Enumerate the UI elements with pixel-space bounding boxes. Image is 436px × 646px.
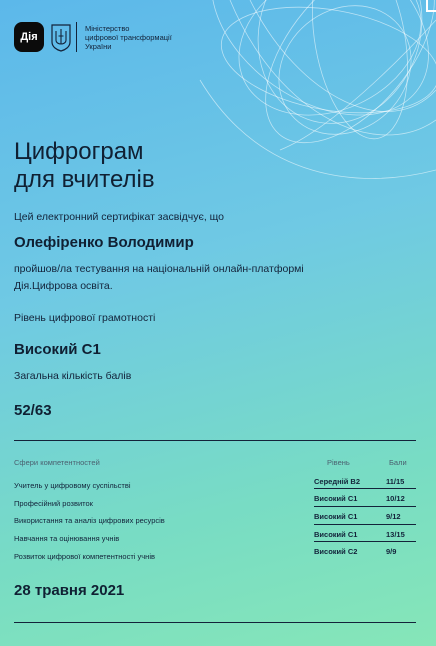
row-level: Високий С1 — [314, 512, 358, 521]
total-score: 52/63 — [14, 402, 52, 419]
literacy-level: Високий С1 — [14, 341, 101, 358]
header — [14, 22, 225, 52]
dia-logo-icon — [14, 22, 44, 52]
person-name: Олефіренко Володимир — [14, 234, 194, 251]
passed-text-line-1: пройшов/ла тестування на національній онлайн-платформі — [14, 263, 304, 275]
row-divider — [314, 541, 416, 542]
row-score: 11/15 — [386, 477, 405, 486]
row-sphere: Навчання та оцінювання учнів — [14, 534, 120, 543]
row-divider — [314, 488, 416, 489]
issue-date: 28 травня 2021 — [14, 582, 125, 599]
header-level: Рівень — [327, 458, 350, 467]
passed-text-line-2: Дія.Цифрова освіта. — [14, 280, 113, 292]
row-divider — [314, 506, 416, 507]
ministry-line-2: цифрової трансформації — [85, 32, 172, 42]
row-level: Високий С1 — [314, 530, 358, 539]
title-line-2: для вчителів — [14, 166, 155, 193]
corner-mark — [426, 0, 436, 12]
certifies-text: Цей електронний сертифікат засвідчує, що — [14, 211, 225, 223]
logo-text: Дія — [20, 31, 38, 43]
row-level: Високий С2 — [314, 547, 358, 556]
ministry-name — [85, 24, 225, 51]
row-score: 10/12 — [386, 494, 405, 503]
row-level: Середній В2 — [314, 477, 360, 486]
table-top-divider — [14, 440, 416, 441]
header-sphere: Сфери компетентностей — [14, 458, 100, 467]
row-level: Високий С1 — [314, 494, 358, 503]
ministry-line-3: України — [85, 41, 112, 51]
title-line-1: Цифрограм — [14, 138, 144, 165]
row-divider — [314, 524, 416, 525]
row-score: 9/9 — [386, 547, 397, 556]
trident-icon — [50, 22, 72, 52]
total-score-label: Загальна кількість балів — [14, 370, 132, 382]
ministry-line-1: Міністерство — [85, 23, 130, 33]
literacy-label: Рівень цифрової грамотності — [14, 312, 156, 324]
row-score: 9/12 — [386, 512, 401, 521]
certificate-title — [14, 138, 155, 194]
row-sphere: Використання та аналіз цифрових ресурсів — [14, 516, 165, 525]
row-score: 13/15 — [386, 530, 405, 539]
header-divider — [76, 22, 77, 52]
bottom-divider — [14, 622, 416, 623]
row-sphere: Розвиток цифрової компетентності учнів — [14, 552, 155, 561]
row-sphere: Учитель у цифровому суспільстві — [14, 481, 131, 490]
row-sphere: Професійний розвиток — [14, 499, 93, 508]
header-score: Бали — [389, 458, 407, 467]
